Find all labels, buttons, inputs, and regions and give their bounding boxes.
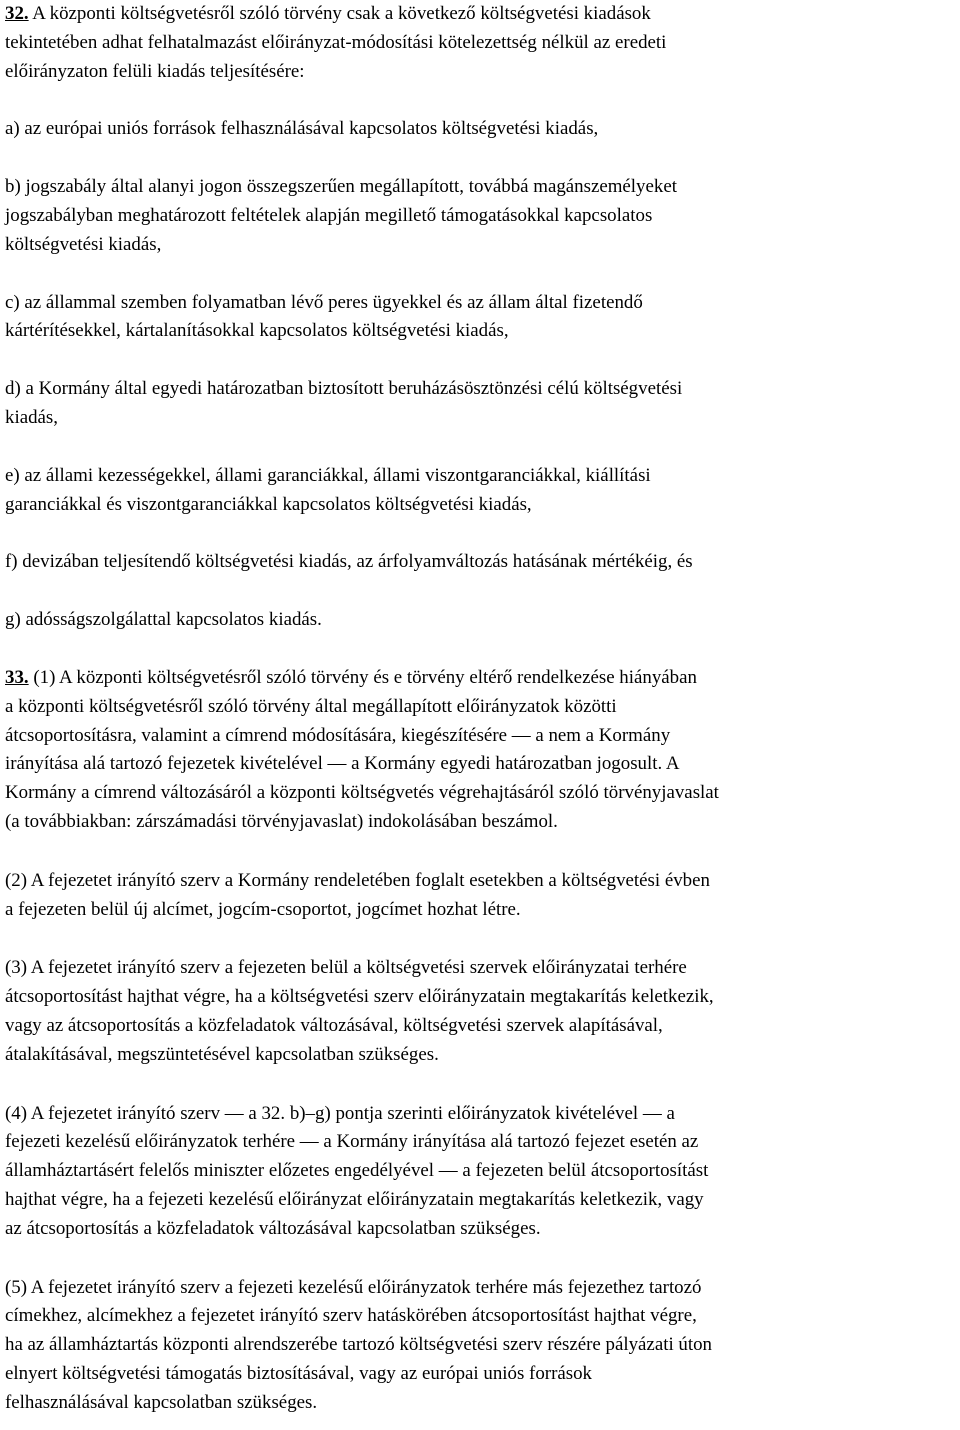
section-32-intro: [5, 0, 956, 86]
text-line: d) a Kormány által egyedi határozatban biztosított beruházásösztönzési célú költségvetési: [5, 378, 683, 400]
text-line: garanciákkal és viszontgaranciákkal kapcsolatos költségvetési kiadás,: [5, 493, 532, 515]
text-line: c) az állammal szemben folyamatban lévő peres ügyekkel és az állam által fizetendő: [5, 291, 643, 313]
paragraph-gap: [5, 1070, 956, 1100]
text-line: ha az államháztartás központi alrendszerébe tartozó költségvetési szerv részére pályázati úton: [5, 1334, 713, 1356]
text-line: b) jogszabály által alanyi jogon összegszerűen megállapított, továbbá magánszemélyeket: [5, 176, 677, 198]
text-line: a fejezeten belül új alcímet, jogcím-csoportot, jogcímet hozhat létre.: [5, 898, 521, 920]
item-c: [5, 289, 956, 347]
paragraph-gap: [5, 1244, 956, 1274]
text-line: elnyert költségvetési támogatás biztosításával, vagy az európai uniós források: [5, 1362, 593, 1384]
paragraph-gap: [5, 260, 956, 289]
paragraph-gap: [5, 519, 956, 548]
item-b: [5, 173, 956, 259]
text-line: előirányzaton felüli kiadás teljesítésére:: [5, 60, 305, 82]
text-line: (5) A fejezetet irányító szerv a fejezeti kezelésű előirányzatok terhére más fejezethez tartozó: [5, 1276, 702, 1298]
text-line: hajthat végre, ha a fejezeti kezelésű előirányzat előirányzatain megtakarítás keletkezik, vagy: [5, 1188, 704, 1210]
section-33-paragraph-3: [5, 954, 956, 1069]
text-line: 33. (1) A központi költségvetésről szóló törvény és e törvény eltérő rendelkezése hiányában: [5, 666, 697, 688]
text-line: (4) A fejezetet irányító szerv — a 32. b)–g) pontja szerinti előirányzatok kivételével — a: [5, 1102, 675, 1124]
paragraph-gap: [5, 433, 956, 462]
section-33-paragraph-2: [5, 867, 956, 925]
text-line: g) adósságszolgálattal kapcsolatos kiadás.: [5, 609, 322, 631]
section-33-paragraph-4: [5, 1100, 956, 1244]
text-line: felhasználásával kapcsolatban szükséges.: [5, 1391, 318, 1413]
text-line: az átcsoportosítás a közfeladatok változásával kapcsolatban szükséges.: [5, 1217, 541, 1239]
paragraph-gap: [5, 635, 956, 664]
text-line: vagy az átcsoportosítás a közfeladatok változásával, költségvetési szervek alapításával,: [5, 1014, 663, 1036]
paragraph-gap: [5, 837, 956, 867]
text-line: átcsoportosításra, valamint a címrend módosítására, kiegészítésére — a nem a Kormány: [5, 724, 671, 746]
section-number-32: 32.: [5, 3, 29, 24]
section-33-paragraph-5: [5, 1274, 956, 1418]
text-line: a) az európai uniós források felhasználásával kapcsolatos költségvetési kiadás,: [5, 118, 599, 140]
text-line: fejezeti kezelésű előirányzatok terhére — a Kormány irányítása alá tartozó fejezet esetén az: [5, 1131, 699, 1153]
section-33-paragraph-1: [5, 664, 956, 837]
text-line: kártérítésekkel, kártalanításokkal kapcsolatos költségvetési kiadás,: [5, 320, 509, 342]
text-line: 32. A központi költségvetésről szóló törvény csak a következő költségvetési kiadások: [5, 3, 651, 24]
item-d: [5, 375, 956, 433]
section-number-33: 33.: [5, 666, 29, 688]
text-line: f) devizában teljesítendő költségvetési kiadás, az árfolyamváltozás hatásának mértékéig, és: [5, 551, 693, 573]
item-g: [5, 606, 956, 635]
text-line: kiadás,: [5, 406, 58, 428]
item-f: [5, 548, 956, 577]
text-line: államháztartásért felelős miniszter előzetes engedélyével — a fejezeten belül átcsoportosítást: [5, 1160, 709, 1182]
text-line: átalakításával, megszüntetésével kapcsolatban szükséges.: [5, 1043, 439, 1065]
text-line: címekhez, alcímekhez a fejezetet irányító szerv hatáskörében átcsoportosítást hajthat végre,: [5, 1305, 697, 1327]
paragraph-gap: [5, 924, 956, 954]
text-line: a központi költségvetésről szóló törvény által megállapított előirányzatok közötti: [5, 695, 617, 717]
text-line: tekintetében adhat felhatalmazást előirányzat-módosítási kötelezettség nélkül az eredeti: [5, 31, 667, 53]
text-line: Kormány a címrend változásáról a központi költségvetés végrehajtásáról szóló törvényjavaslat: [5, 782, 719, 804]
paragraph-gap: [5, 577, 956, 606]
text-line: költségvetési kiadás,: [5, 233, 162, 255]
paragraph-gap: [5, 346, 956, 375]
paragraph-gap: [5, 86, 956, 115]
text-line: irányítása alá tartozó fejezetek kivételével — a Kormány egyedi határozatban jogosult. A: [5, 753, 680, 775]
text-line: jogszabályban meghatározott feltételek alapján megillető támogatásokkal kapcsolatos: [5, 204, 653, 226]
paragraph-gap: [5, 144, 956, 173]
text-line: e) az állami kezességekkel, állami garanciákkal, állami viszontgaranciákkal, kiállítási: [5, 464, 651, 486]
item-a: [5, 115, 956, 144]
text-line: átcsoportosítást hajthat végre, ha a költségvetési szerv előirányzatain megtakarítás keletkezik,: [5, 986, 714, 1008]
item-e: [5, 462, 956, 520]
text-line: (a továbbiakban: zárszámadási törvényjavaslat) indokolásában beszámol.: [5, 810, 558, 832]
text-line: (3) A fejezetet irányító szerv a fejezeten belül a költségvetési szervek előirányzatai terhére: [5, 957, 687, 979]
text-line: (2) A fejezetet irányító szerv a Kormány rendeletében foglalt esetekben a költségvetési évben: [5, 869, 710, 891]
